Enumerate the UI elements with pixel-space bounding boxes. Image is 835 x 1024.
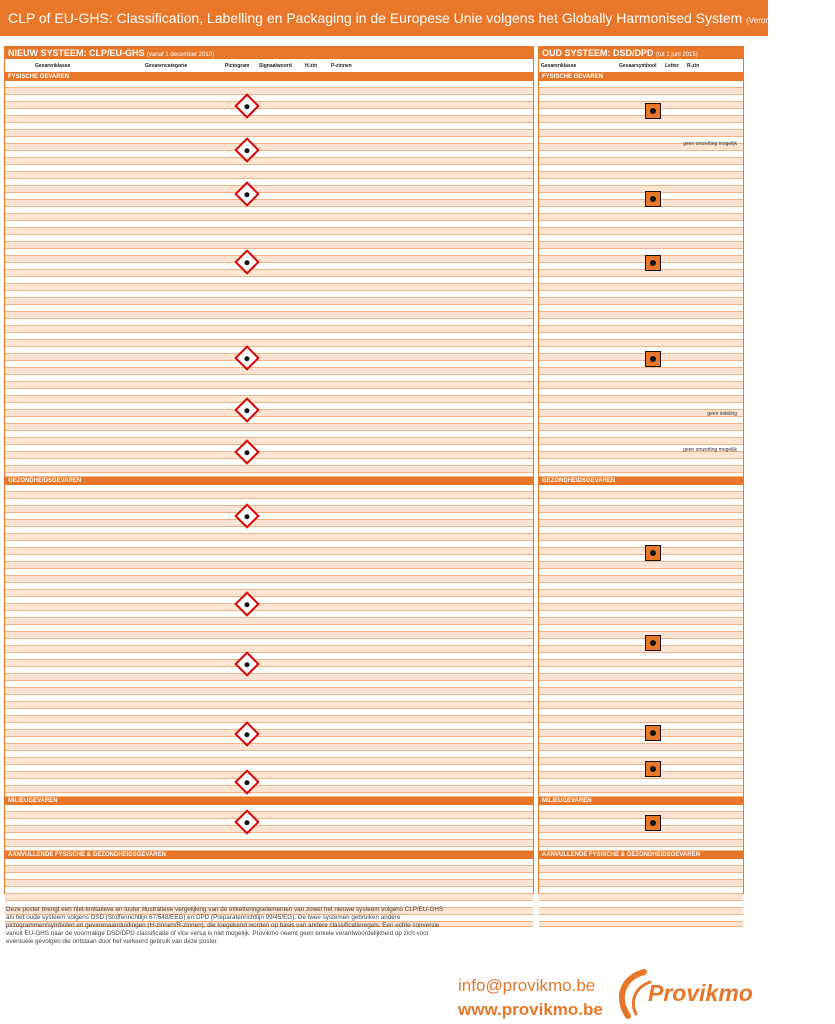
old-section-supplementary: AANVULLENDE FYSISCHE & GEZONDHEIDSGEVAREN bbox=[539, 851, 743, 859]
old-oxidising-icon bbox=[645, 351, 661, 367]
poster-subtitle: (Verordening 1272/2008) bbox=[746, 16, 835, 25]
col-letter: Letter bbox=[665, 62, 679, 69]
provikmo-logo bbox=[614, 968, 764, 1020]
old-explosive-icon bbox=[645, 103, 661, 119]
old-section-environment: MILIEUGEVAREN bbox=[539, 797, 743, 805]
old-environment-icon bbox=[645, 815, 661, 831]
disclaimer-text: Deze poster brengt een niet-limitatieve en louter illustratieve vergelijking van de etiketteringselementen van zowel het nieuwe systeem volgens CLP/EU-GHS als het oude systeem volgens DSD (Stoffenrichtlijn 67/548/EEG) en DPD (Preparatenrichtlijn 99/45/EG). De twee systemen gebruiken andere pictogrammen/symbolen en gevarenaanduidingen (H-zinnen/R-zinnen), die toegekend worden op basis van andere classificatieregels. Een echte conversie vanuit EU-GHS naar de voormalige DSD/DPD classificatie of vice versa is niet mogelijk. Provikmo neemt geen enkele verantwoordelijkheid op zich voor eventuele gevolgen die ontstaan door het verkeerd gebruik van deze poster. bbox=[6, 906, 444, 946]
old-irritant-icon bbox=[645, 761, 661, 777]
table-row bbox=[539, 485, 743, 797]
col-gevaarsymbool: Gevaarsymbool bbox=[619, 62, 657, 69]
logo-wordmark: Provikmo bbox=[648, 980, 753, 1006]
col-p-zinnen: P-zinnen bbox=[331, 62, 352, 69]
new-system-title-note: (vanaf 1 december 2010) bbox=[147, 52, 215, 58]
new-system-title-text: NIEUW SYSTEEM: CLP/EU-GHS bbox=[8, 48, 145, 58]
table-row bbox=[539, 859, 743, 927]
old-section-health: GEZONDHEIDSGEVAREN bbox=[539, 477, 743, 485]
website-link[interactable]: www.provikmo.be bbox=[458, 1000, 603, 1019]
new-environment-rows bbox=[5, 805, 533, 851]
old-environment-rows bbox=[539, 805, 743, 851]
email-link[interactable]: info@provikmo.be bbox=[458, 976, 596, 995]
col-signaalwoord: Signaalwoord bbox=[259, 62, 292, 69]
old-system-title bbox=[539, 47, 743, 59]
col-r-zin: R-zin bbox=[687, 62, 700, 69]
old-health-rows bbox=[539, 485, 743, 797]
old-system-column-headers bbox=[539, 59, 743, 73]
no-conversion-note: geen omzetting mogelijk bbox=[683, 141, 737, 147]
no-classification-note: geen indeling bbox=[707, 411, 737, 417]
table-row bbox=[5, 81, 533, 477]
new-system-title bbox=[5, 47, 533, 59]
old-system-panel bbox=[538, 46, 744, 894]
old-flammable-icon bbox=[645, 191, 661, 207]
col-old-gevarenklasse: Gevarenklasse bbox=[541, 62, 577, 69]
old-system-title-text: OUD SYSTEEM: DSD/DPD bbox=[542, 48, 654, 58]
no-conversion-note-2: geen omzetting mogelijk bbox=[683, 447, 737, 453]
col-h-zin: H-zin bbox=[305, 62, 318, 69]
old-corrosive-icon bbox=[645, 725, 661, 741]
new-section-health: GEZONDHEIDSGEVAREN bbox=[5, 477, 533, 485]
old-system-title-note: (tot 1 juni 2015) bbox=[656, 52, 698, 58]
old-toxic-icon bbox=[645, 545, 661, 561]
table-row bbox=[5, 805, 533, 851]
new-system-column-headers bbox=[5, 59, 533, 73]
old-supplementary-rows bbox=[539, 859, 743, 927]
old-flammable-icon bbox=[645, 255, 661, 271]
new-system-panel bbox=[4, 46, 534, 894]
new-physical-rows bbox=[5, 81, 533, 477]
poster-title: CLP of EU-GHS: Classification, Labelling en Packaging in de Europese Unie volgens het Globally Harmonised System bbox=[8, 10, 743, 26]
table-row bbox=[539, 805, 743, 851]
col-gevarencategorie: Gevarencategorie bbox=[145, 62, 188, 69]
old-section-physical: FYSISCHE GEVAREN bbox=[539, 73, 743, 81]
new-section-environment: MILIEUGEVAREN bbox=[5, 797, 533, 805]
contact-info bbox=[458, 976, 618, 1020]
old-harmful-icon bbox=[645, 635, 661, 651]
col-pictogram: Pictogram bbox=[225, 62, 250, 69]
table-row bbox=[5, 485, 533, 797]
poster-header bbox=[0, 0, 835, 36]
col-gevarenklasse: Gevarenklasse bbox=[35, 62, 71, 69]
old-physical-rows bbox=[539, 81, 743, 477]
new-section-supplementary: AANVULLENDE FYSISCHE & GEZONDHEIDSGEVAREN bbox=[5, 851, 533, 859]
new-section-physical: FYSISCHE GEVAREN bbox=[5, 73, 533, 81]
new-health-rows bbox=[5, 485, 533, 797]
